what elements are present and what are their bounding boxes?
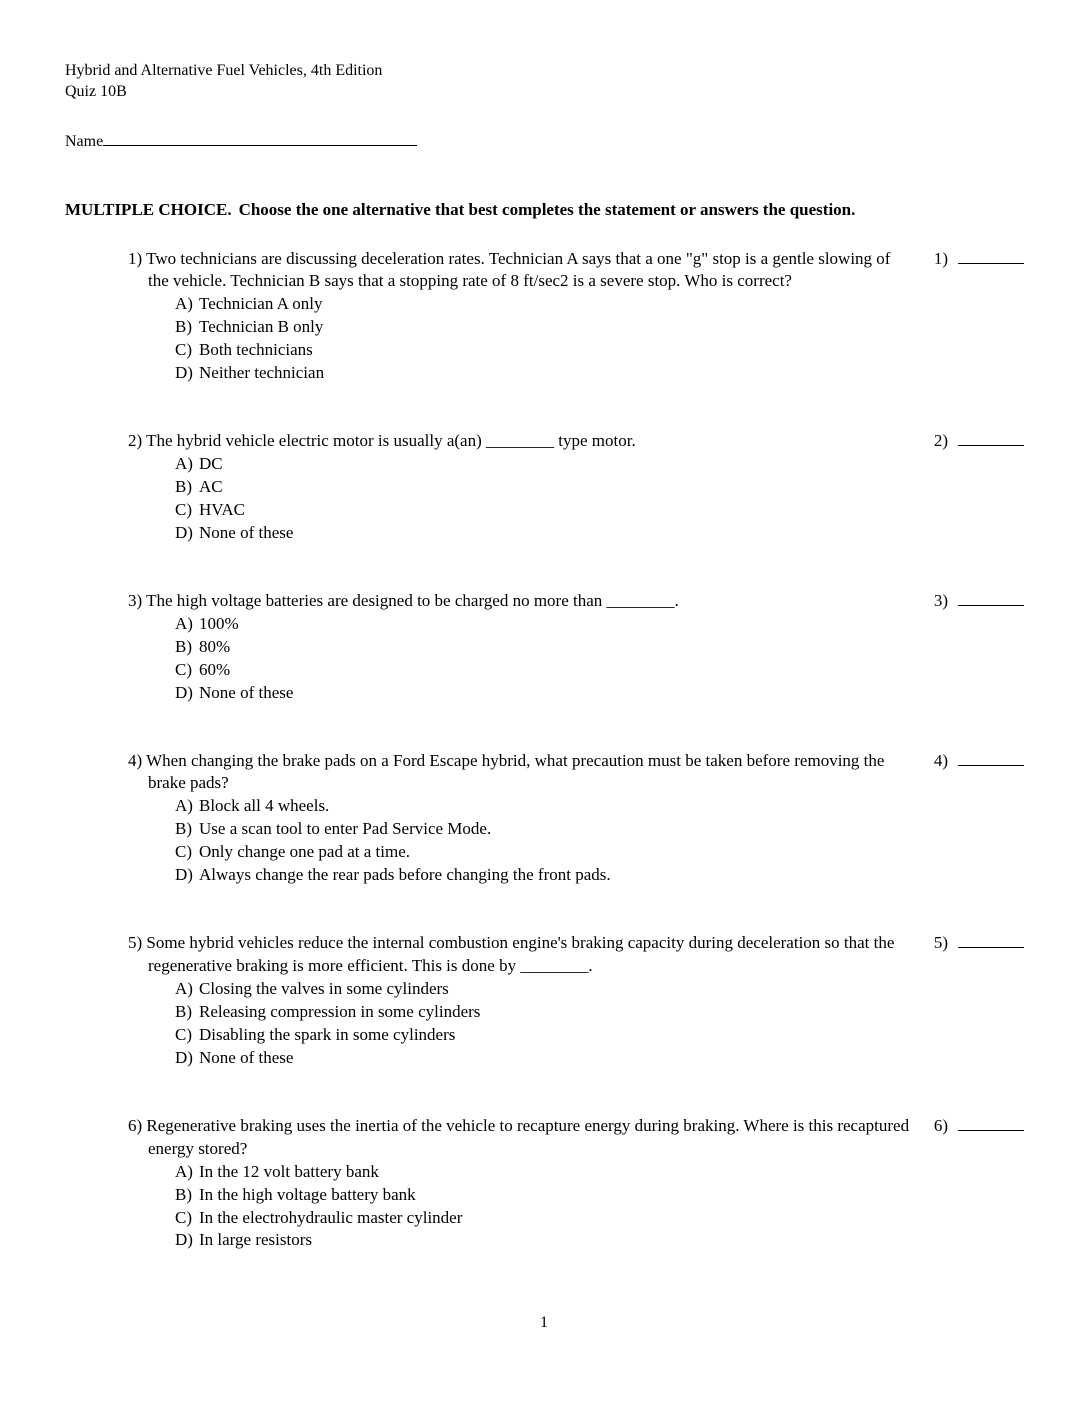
option-letter: A) [175, 979, 193, 999]
answer-area [934, 248, 1024, 271]
option-row [175, 613, 1024, 636]
answer-number: 5) [933, 933, 948, 953]
option-text: Always change the rear pads before changing the front pads. [199, 865, 611, 885]
option-row [175, 864, 1024, 887]
option-text: HVAC [199, 499, 245, 519]
option-row [175, 293, 1024, 316]
answer-number: 6) [933, 1115, 948, 1135]
question-block [128, 430, 1024, 545]
question-block [128, 932, 1024, 1070]
name-row [65, 130, 1024, 153]
option-letter: B) [175, 1001, 192, 1021]
option-letter: B) [175, 819, 192, 839]
option-letter: D) [175, 363, 193, 383]
instructions-label: MULTIPLE CHOICE. [65, 199, 232, 219]
question-number: 3) [128, 590, 143, 610]
option-text: Technician B only [199, 317, 324, 337]
answer-blank[interactable] [958, 590, 1024, 606]
option-text: DC [199, 454, 223, 474]
option-letter: D) [175, 682, 193, 702]
answer-blank[interactable] [958, 248, 1024, 264]
option-letter: C) [175, 340, 192, 360]
option-row [175, 795, 1024, 818]
question-text: The hybrid vehicle electric motor is usually a(an) ________ type motor. [146, 431, 636, 451]
answer-area [934, 750, 1024, 773]
option-row [175, 316, 1024, 339]
option-row [175, 818, 1024, 841]
question-text: Regenerative braking uses the inertia of the vehicle to recapture energy during braking. Where is this recaptured energy stored? [146, 1115, 910, 1158]
option-row [175, 1184, 1024, 1207]
option-text: 80% [199, 636, 231, 656]
answer-number: 4) [933, 750, 948, 770]
answer-area [934, 590, 1024, 613]
option-row [175, 1229, 1024, 1252]
option-row [175, 659, 1024, 682]
options-list [175, 613, 1024, 705]
option-text: 60% [199, 659, 231, 679]
question-row [128, 590, 1024, 613]
quiz-number: Quiz 10B [65, 83, 127, 100]
option-letter: A) [175, 454, 193, 474]
answer-blank[interactable] [958, 1115, 1024, 1131]
questions-list [65, 248, 1024, 1253]
page-footer [0, 1312, 1088, 1334]
document-header [65, 60, 1024, 102]
question-stem [128, 750, 910, 796]
answer-number: 1) [933, 248, 948, 268]
answer-blank[interactable] [958, 430, 1024, 446]
option-letter: B) [175, 477, 192, 497]
question-block [128, 750, 1024, 888]
option-text: Releasing compression in some cylinders [199, 1001, 481, 1021]
option-letter: C) [175, 499, 192, 519]
option-text: Only change one pad at a time. [199, 842, 411, 862]
question-stem [128, 932, 910, 978]
question-block [128, 248, 1024, 386]
option-letter: B) [175, 1184, 192, 1204]
question-stem [128, 430, 910, 453]
option-text: In large resistors [199, 1230, 312, 1250]
option-letter: C) [175, 1207, 192, 1227]
question-stem [128, 590, 910, 613]
question-row [128, 932, 1024, 978]
option-letter: A) [175, 796, 193, 816]
option-letter: D) [175, 865, 193, 885]
option-row [175, 476, 1024, 499]
options-list [175, 293, 1024, 385]
option-row [175, 522, 1024, 545]
option-row [175, 1024, 1024, 1047]
option-row [175, 339, 1024, 362]
question-number: 5) [128, 933, 143, 953]
option-letter: A) [175, 1161, 193, 1181]
option-row [175, 1047, 1024, 1070]
document-title: Hybrid and Alternative Fuel Vehicles, 4th Edition [65, 62, 383, 79]
option-text: In the electrohydraulic master cylinder [199, 1207, 463, 1227]
question-number: 2) [128, 431, 143, 451]
option-text: Both technicians [199, 340, 313, 360]
question-text: Some hybrid vehicles reduce the internal combustion engine's braking capacity during deceleration so that the regenerative braking is more efficient. This is done by ________. [146, 933, 895, 976]
name-blank[interactable] [103, 130, 417, 146]
option-letter: C) [175, 842, 192, 862]
question-row [128, 430, 1024, 453]
option-letter: C) [175, 659, 192, 679]
question-number: 1) [128, 248, 143, 268]
option-letter: D) [175, 522, 193, 542]
option-letter: D) [175, 1047, 193, 1067]
question-row [128, 1115, 1024, 1161]
option-row [175, 362, 1024, 385]
option-text: In the high voltage battery bank [199, 1184, 416, 1204]
question-number: 6) [128, 1115, 143, 1135]
option-row [175, 453, 1024, 476]
option-row [175, 682, 1024, 705]
answer-number: 2) [933, 431, 948, 451]
option-row [175, 841, 1024, 864]
option-letter: B) [175, 317, 192, 337]
question-block [128, 1115, 1024, 1253]
option-row [175, 499, 1024, 522]
answer-number: 3) [933, 590, 948, 610]
question-text: Two technicians are discussing deceleration rates. Technician A says that a one "g" stop is a gentle slowing of the vehicle. Technician B says that a stopping rate of 8 ft/sec2 is a severe stop. Who is correct? [146, 248, 891, 291]
question-text: The high voltage batteries are designed to be charged no more than ________. [146, 590, 679, 610]
question-row [128, 248, 1024, 294]
option-text: None of these [199, 682, 294, 702]
option-row [175, 1161, 1024, 1184]
option-text: Closing the valves in some cylinders [199, 979, 449, 999]
option-letter: C) [175, 1024, 192, 1044]
option-letter: A) [175, 294, 193, 314]
answer-area [934, 932, 1024, 955]
option-text: Technician A only [199, 294, 323, 314]
option-letter: B) [175, 636, 192, 656]
question-number: 4) [128, 750, 143, 770]
answer-area [934, 430, 1024, 453]
question-row [128, 750, 1024, 796]
option-text: None of these [199, 1047, 294, 1067]
options-list [175, 978, 1024, 1070]
answer-area [934, 1115, 1024, 1138]
option-text: Block all 4 wheels. [199, 796, 330, 816]
name-label: Name [65, 133, 104, 150]
option-text: In the 12 volt battery bank [199, 1161, 379, 1181]
options-list [175, 453, 1024, 545]
option-row [175, 1207, 1024, 1230]
option-row [175, 1001, 1024, 1024]
question-text: When changing the brake pads on a Ford Escape hybrid, what precaution must be taken before removing the brake pads? [146, 750, 885, 793]
answer-blank[interactable] [958, 750, 1024, 766]
option-text: Use a scan tool to enter Pad Service Mode. [199, 819, 492, 839]
option-row [175, 978, 1024, 1001]
question-stem [128, 1115, 910, 1161]
option-text: Neither technician [199, 363, 325, 383]
answer-blank[interactable] [958, 932, 1024, 948]
question-stem [128, 248, 910, 294]
option-text: 100% [199, 613, 239, 633]
option-letter: D) [175, 1230, 193, 1250]
option-text: Disabling the spark in some cylinders [199, 1024, 456, 1044]
options-list [175, 795, 1024, 887]
page-number: 1 [540, 1314, 548, 1332]
instructions [65, 199, 1024, 222]
question-block [128, 590, 1024, 705]
option-row [175, 636, 1024, 659]
instructions-text: Choose the one alternative that best completes the statement or answers the question. [238, 199, 856, 219]
option-text: AC [199, 477, 223, 497]
option-letter: A) [175, 613, 193, 633]
options-list [175, 1161, 1024, 1253]
option-text: None of these [199, 522, 294, 542]
